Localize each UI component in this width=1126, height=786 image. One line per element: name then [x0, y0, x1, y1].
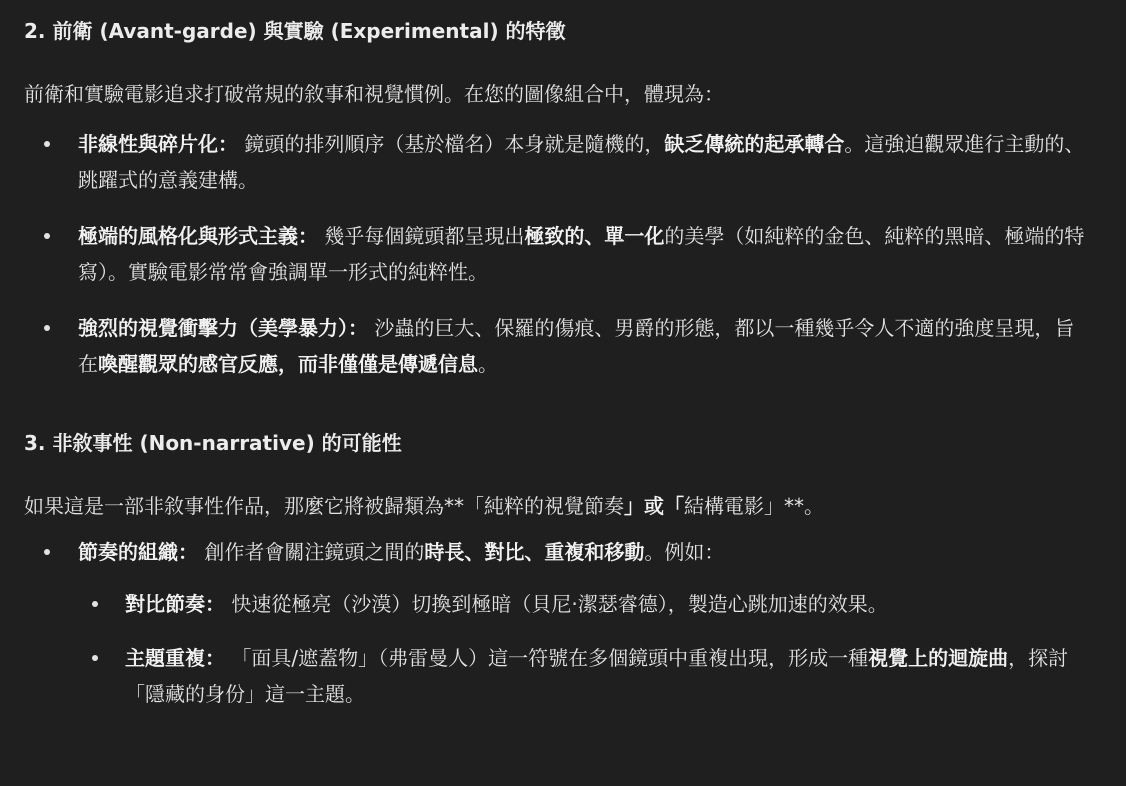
item-label: 強烈的視覺衝擊力（美學暴力）：: [78, 316, 368, 340]
list-item: [24, 218, 1086, 290]
item-text: 創作者會關注鏡頭之間的: [198, 540, 425, 564]
list-item: [24, 534, 1086, 712]
item-text: 幾乎每個鏡頭都呈現出: [318, 224, 525, 248]
item-text: 快速從極亮（沙漠）切換到極暗（貝尼·潔瑟睿德），製造心跳加速的效果。: [225, 592, 888, 616]
item-emphasis: 缺乏傳統的起承轉合: [664, 132, 845, 156]
nested-list: [78, 586, 1086, 712]
intro-emphasis: 」或「: [624, 494, 684, 518]
nested-list-item: [78, 640, 1086, 712]
list-item: [24, 126, 1086, 198]
item-label: 節奏的組織：: [78, 540, 198, 564]
item-label: 主題重複：: [125, 646, 225, 670]
intro-text: 結構電影」**。: [684, 494, 824, 518]
item-text: 「面具/遮蓋物」（弗雷曼人）這一符號在多個鏡頭中重複出現，形成一種: [225, 646, 869, 670]
item-label: 極端的風格化與形式主義：: [78, 224, 318, 248]
item-text: 。: [478, 352, 498, 376]
section-intro-paragraph: 前衛和實驗電影追求打破常規的敘事和視覺慣例。在您的圖像組合中，體現為：: [24, 82, 724, 106]
item-emphasis: 時長、對比、重複和移動: [424, 540, 645, 564]
item-text: ，探討「隱藏的身份」這一主題。: [125, 646, 1069, 706]
intro-text: 如果這是一部非敘事性作品，那麼它將被歸類為**「純粹的視覺節奏: [24, 494, 624, 518]
section-heading-non-narrative: 3. 非敘事性 (Non-narrative) 的可能性: [24, 431, 402, 455]
item-text: 。例如：: [644, 540, 725, 564]
item-text: 。這強迫觀眾進行主動的、跳躍式的意義建構。: [78, 132, 1085, 192]
section-heading-avant-garde: 2. 前衛 (Avant-garde) 與實驗 (Experimental) 的特徵: [24, 19, 566, 43]
item-label: 對比節奏：: [125, 592, 225, 616]
item-emphasis: 極致的、單一化: [524, 224, 665, 248]
feature-list: [24, 126, 1086, 382]
item-emphasis: 喚醒觀眾的感官反應，而非僅僅是傳遞信息: [98, 352, 478, 376]
list-item: [24, 310, 1086, 382]
item-label: 非線性與碎片化：: [78, 132, 238, 156]
item-text: 鏡頭的排列順序（基於檔名）本身就是隨機的，: [238, 132, 665, 156]
section-intro-paragraph: [24, 488, 1086, 524]
nested-list-item: [78, 586, 1086, 622]
rhythm-list: [24, 534, 1086, 712]
item-text: 沙蟲的巨大、保羅的傷痕、男爵的形態，都以一種幾乎令人不適的強度呈現，旨在: [78, 316, 1075, 376]
item-emphasis: 視覺上的迴旋曲: [868, 646, 1009, 670]
item-text: 的美學（如純粹的金色、純粹的黑暗、極端的特寫）。實驗電影常常會強調單一形式的純粹性。: [78, 224, 1085, 284]
